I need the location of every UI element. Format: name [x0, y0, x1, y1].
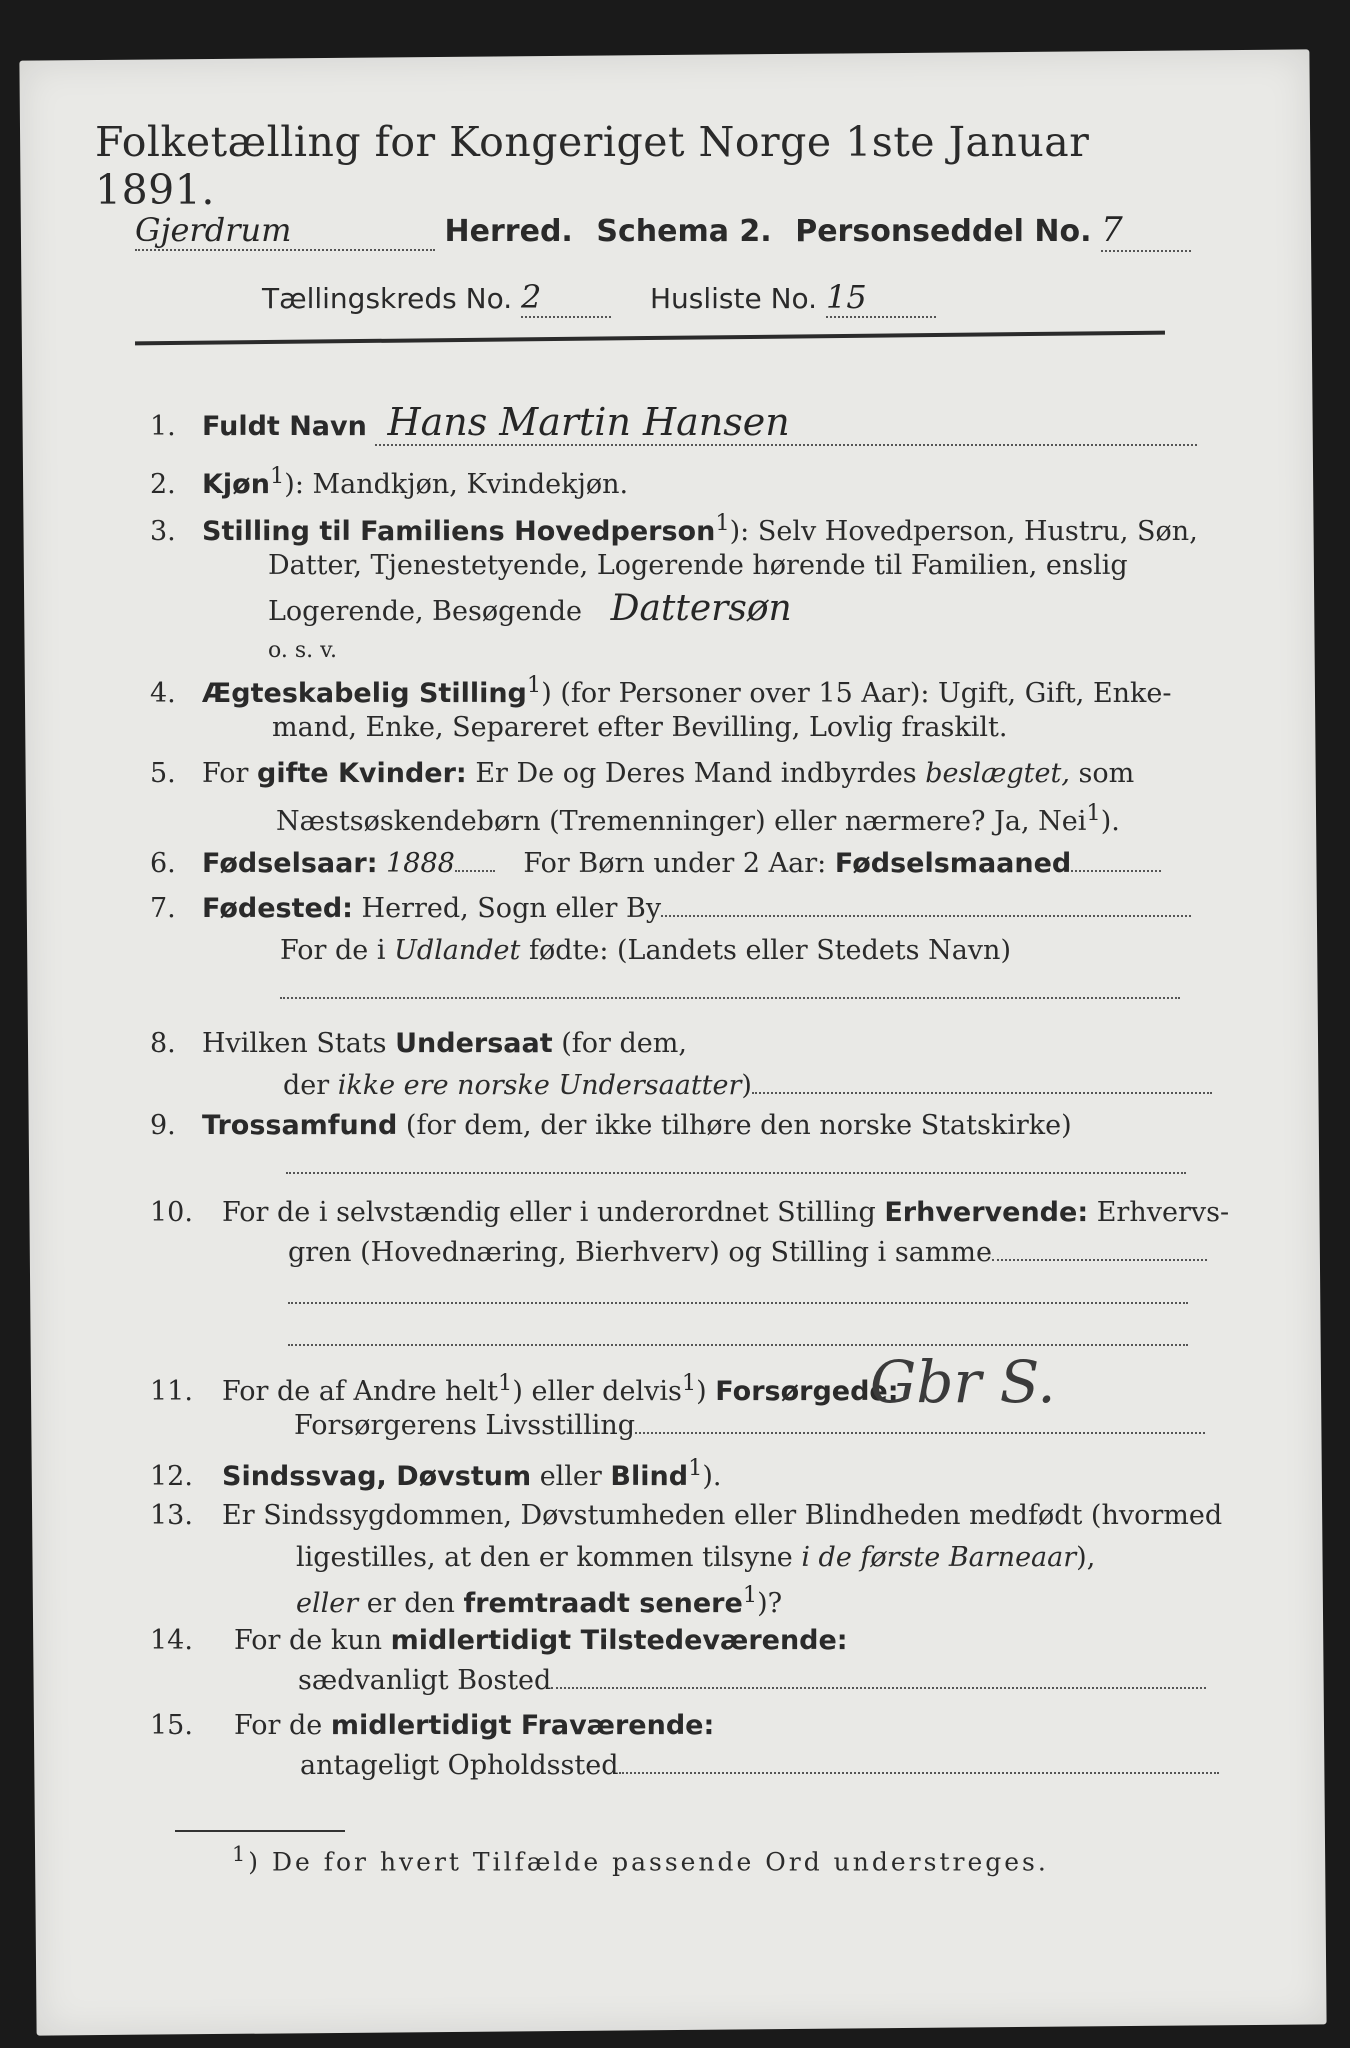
item-7: 7. Fødested: Herred, Sogn eller By: [150, 893, 1191, 924]
personseddel-value: 7: [1101, 210, 1191, 252]
footnote-rule: [175, 1830, 345, 1832]
item-11: 11. For de af Andre helt$^1$) eller delvis$^1$) Forsørgede:: [150, 1370, 899, 1407]
full-name-value: Hans Martin Hansen: [375, 400, 1197, 446]
item-2: 2. Kjøn$^1$): Mandkjøn, Kvindekjøn.: [150, 463, 629, 500]
item-13-line-3: eller er den fremtraadt senere$^1$)?: [296, 1582, 783, 1619]
item-8-line-2: der ikke ere norske Undersaatter): [283, 1070, 1212, 1101]
item-3-line-2: Datter, Tjenestetyende, Logerende hørende til Familien, enslig: [268, 550, 1128, 581]
item-1: 1. Fuldt Navn Hans Martin Hansen: [150, 400, 1197, 446]
item-3-line-3: Logerende, Besøgende Dattersøn: [268, 588, 792, 629]
item-13-line-2: ligestilles, at den er kommen tilsyne i de første Barneaar),: [296, 1542, 1096, 1573]
page-title: Folketælling for Kongeriget Norge 1ste Januar 1891.: [95, 118, 1090, 214]
birth-year-value: 1888: [386, 848, 455, 879]
item-10-blank-1: [288, 1280, 1188, 1311]
forsorger-value: Gbr S.: [870, 1348, 1056, 1416]
item-12: 12. Sindssvag, Døvstum eller Blind$^1$).: [150, 1455, 722, 1492]
stilling-value: Dattersøn: [610, 588, 792, 629]
husliste-value: 15: [826, 278, 936, 318]
item-4: 4. Ægteskabelig Stilling$^1$) (for Personer over 15 Aar): Ugift, Gift, Enke-: [150, 672, 1172, 709]
item-3: 3. Stilling til Familiens Hovedperson$^1$): Selv Hovedperson, Hustru, Søn,: [150, 510, 1198, 547]
item-5: 5. For gifte Kvinder: Er De og Deres Mand indbyrdes beslægtet, som: [150, 758, 1135, 789]
item-14-line-2: sædvanligt Bosted: [298, 1665, 1206, 1696]
item-15-line-2: antageligt Opholdssted: [300, 1750, 1219, 1781]
item-15: 15. For de midlertidigt Fraværende:: [150, 1710, 715, 1741]
taellingskreds-value: 2: [521, 278, 611, 318]
item-9: 9. Trossamfund (for dem, der ikke tilhøre den norske Statskirke): [150, 1110, 1072, 1141]
item-5-line-2: Næstsøskendebørn (Tremenninger) eller nærmere? Ja, Nei$^1$).: [276, 800, 1120, 837]
item-8: 8. Hvilken Stats Undersaat (for dem,: [150, 1028, 687, 1059]
item-7-blank: [280, 975, 1180, 1006]
footnote: $^1$) De for hvert Tilfælde passende Ord understreges.: [232, 1842, 1049, 1877]
item-3-line-4: o. s. v.: [268, 638, 337, 663]
taellingskreds-line: Tællingskreds No. 2 Husliste No. 15: [262, 278, 936, 318]
herred-line: Gjerdrum Herred. Schema 2. Personseddel No. 7: [135, 210, 1191, 252]
item-13: 13. Er Sindssygdommen, Døvstumheden eller Blindheden medfødt (hvormed: [150, 1500, 1223, 1531]
item-7-line-2: For de i Udlandet fødte: (Landets eller Stedets Navn): [280, 935, 1011, 966]
item-11-line-2: Forsørgerens Livsstilling: [294, 1410, 1205, 1441]
item-9-blank: [286, 1150, 1186, 1181]
item-14: 14. For de kun midlertidigt Tilstedeværende:: [150, 1625, 848, 1656]
item-6: 6. Fødselsaar: 1888 For Børn under 2 Aar: Fødselsmaaned: [150, 848, 1161, 879]
item-4-line-2: mand, Enke, Separeret efter Bevilling, Lovlig fraskilt.: [272, 712, 1008, 743]
herred-value: Gjerdrum: [135, 211, 435, 251]
item-10-line-2: gren (Hovednæring, Bierhverv) og Stilling i samme: [288, 1237, 1207, 1268]
item-10: 10. For de i selvstændig eller i underordnet Stilling Erhvervende: Erhvervs-: [150, 1197, 1230, 1228]
